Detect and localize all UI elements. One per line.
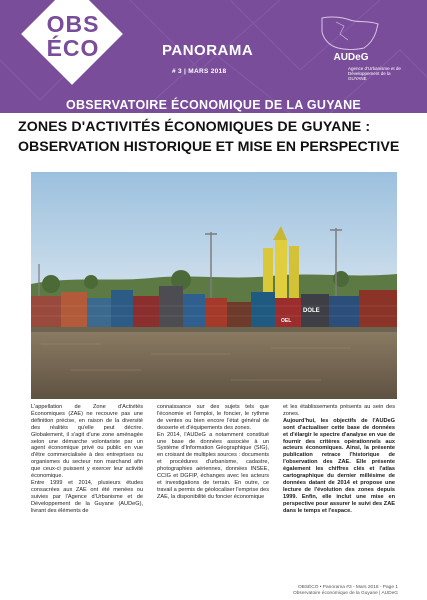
footer-line1: OBSÉCO • Panorama #3 - Mars 2018 - Page 1 <box>297 585 398 590</box>
port-photo <box>31 172 397 399</box>
column-3 <box>283 404 395 515</box>
article-title <box>18 119 410 155</box>
paragraph-bold: Aujourd'hui, les objectifs de l'AUDeG sont d'actualiser cette base de données et d'élargir le spectre d'analyse en vue de fournir des critères opérationnels aux acteurs économiques. Ainsi, la présente publication retrace l'historique de l'observation des ZAE. Elle présente également les chiffres clés et l'atlas cartographique du dernier millésime de données datant de 2014 et propose une lecture de l'évolution des zones depuis 1999. Enfin, elle inclut une mise en perspective pour assurer le suivi des ZAE dans le temps et l'espace. <box>283 417 395 514</box>
paragraph: Entre 1999 et 2014, plusieurs études consacrées aux ZAE ont été menées ou suivies par l'Agence d'Urbanisme et de Développement de la Guyane (AUDeG), livrant des éléments de <box>31 479 143 514</box>
paragraph: et les établissements présents au sein des zones. <box>283 404 395 417</box>
org-logo <box>296 12 406 92</box>
title-line1: ZONES D'ACTIVITÉS ÉCONOMIQUES DE GUYANE : <box>18 119 371 135</box>
paragraph: connaissance sur des sujets tels que l'économie et l'emploi, le foncier, le rythme de ventes ou bien encore l'état général de desserte et d'équipements des zones. <box>157 404 269 431</box>
guyane-map-icon <box>316 14 386 54</box>
org-name: AUDeG <box>333 52 369 63</box>
logo-line2: ÉCO <box>46 35 100 61</box>
title-line2: OBSERVATION HISTORIQUE ET MISE EN PERSPECTIVE <box>18 139 400 155</box>
paragraph: L'appellation de Zone d'Activités Économiques (ZAE) ne recouvre pas une définition précise, en raison de la diversité des réalités qu'elle peut décrire. Globalement, il s'agit d'une zone aménagée selon une démarche volontariste par un agent économique privé ou public en vue d'être commercialisée à des entreprises ou organismes du secteur non marchand afin que ceux-ci puissent y exercer leur activité économique. <box>31 404 143 480</box>
article-body <box>31 404 399 588</box>
page-footer <box>200 585 398 596</box>
container-label-1: DOLE <box>303 308 320 314</box>
masthead <box>0 0 427 113</box>
logo-line1: OBS <box>46 11 100 37</box>
port-photo-image <box>31 172 397 399</box>
observatory-banner: OBSERVATOIRE ÉCONOMIQUE DE LA GUYANE <box>65 98 362 112</box>
issue-number: # 3 | MARS 2018 <box>172 68 227 75</box>
column-1 <box>31 404 143 515</box>
org-subtitle: Agence d'Urbanisme et de Développement de la GUYANE <box>348 66 401 81</box>
column-2 <box>157 404 269 501</box>
paragraph: En 2014, l'AUDeG a notamment constitué une base de données associée à un Système d'Information Géographique (SIG), en croisant de multiples sources : documents et procédures d'urbanisme, cadastre, photographies aériennes, données INSEE, CCIG et DGFIP, échanges avec les acteurs et investigations de terrain. En outre, ce travail a permis de géolocaliser l'emprise des ZAE, la disponibilité du foncier économique <box>157 431 269 500</box>
series-title: PANORAMA <box>162 42 254 59</box>
footer-line2: Observatoire économique de la Guyane | AUDeG <box>293 590 398 596</box>
container-label-2: OEL <box>281 318 292 324</box>
logo <box>28 12 118 60</box>
